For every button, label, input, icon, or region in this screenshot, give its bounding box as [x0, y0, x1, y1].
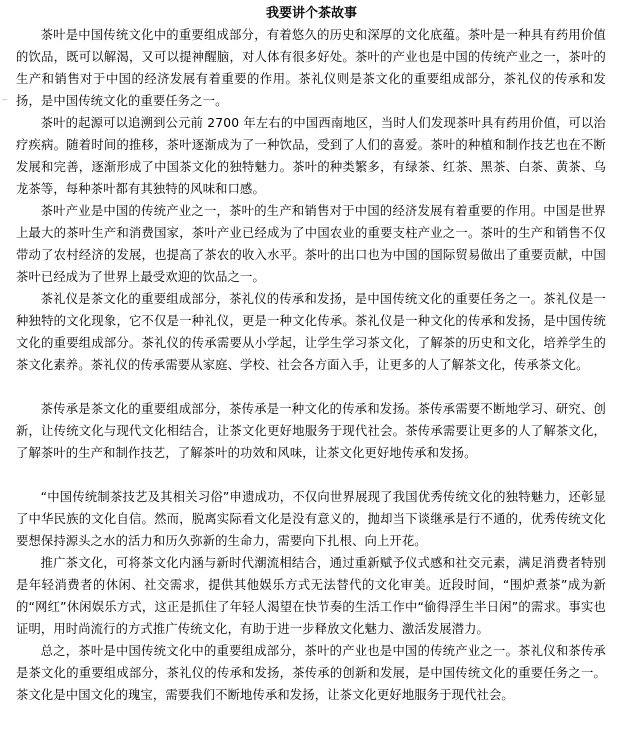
paragraph-origin: 茶叶的起源可以追溯到公元前 2700 年左右的中国西南地区，当时人们发现茶叶具有药用价值，可以治疗疾病。随着时间的推移，茶叶逐渐成为了一种饮品，受到了人们的喜爱。茶叶的种植和制作技艺也在不断发展和完善，逐渐形成了中国茶文化的独特魅力。茶叶的种类繁多，有绿茶、红茶、黑茶、白茶、黄茶、乌龙茶等，每种茶叶都有其独特的风味和口感。: [16, 116, 606, 196]
paragraph-tea-inheritance: 茶传承是茶文化的重要组成部分，茶传承是一种文化的传承和发扬。茶传承需要不断地学习、研究、创新，让传统文化与现代文化相结合，让茶文化更好地服务于现代社会。茶传承需要让更多的人了解茶文化，了解茶叶的生产和制作技艺，了解茶叶的功效和风味，让茶文化更好地传承和发扬。: [16, 402, 606, 460]
document-title: 我要讲个茶故事: [265, 6, 357, 21]
paragraph-tea-etiquette: 茶礼仪是茶文化的重要组成部分，茶礼仪的传承和发扬，是中国传统文化的重要任务之一。茶礼仪是一种独特的文化现象，它不仅是一种礼仪，更是一种文化传承。茶礼仪是一种文化的传承和发扬，是中国传统文化的重要组成部分。茶礼仪的传承需要从小学起，让学生学习茶文化，了解茶的历史和文化，培养学生的茶文化素养。茶礼仪的传承需要从家庭、学校、社会各方面入手，让更多的人了解茶文化，传承茶文化。: [16, 292, 606, 372]
text-boundary-marker-icon: ⌐: [2, 96, 8, 104]
paragraph-conclusion: 总之，茶叶是中国传统文化中的重要组成部分，茶叶的产业也是中国的传统产业之一。茶礼仪和茶传承是茶文化的重要组成部分，茶礼仪的传承和发扬，茶传承的创新和发展，是中国传统文化的重要任务之一。茶文化是中国文化的瑰宝，需要我们不断地传承和发扬，让茶文化更好地服务于现代社会。: [16, 644, 606, 702]
paragraph-industry: 茶叶产业是中国的传统产业之一，茶叶的生产和销售对于中国的经济发展有着重要的作用。中国是世界上最大的茶叶生产和消费国家，茶叶产业已经成为了中国农业的重要支柱产业之一。茶叶的生产和销售不仅带动了农村经济的发展，也提高了茶农的收入水平。茶叶的出口也为中国的国际贸易做出了重要贡献，中国茶叶已经成为了世界上最受欢迎的饮品之一。: [16, 204, 606, 284]
paragraph-promotion: 推广茶文化，可将茶文化内涵与新时代潮流相结合，通过重新赋予仪式感和社交元素，满足消费者特别是年轻消费者的休闲、社交需求，提供其他娱乐方式无法替代的文化审美。近段时间，“围炉煮茶”成为新的“网红”休闲娱乐方式，这正是抓住了年轻人渴望在快节奏的生活工作中“偷得浮生半日闲”的需求。事实也证明，用时尚流行的方式推广传统文化，有助于进一步释放文化魅力、激活发展潜力。: [16, 556, 606, 636]
paragraph-heritage-listing: “中国传统制茶技艺及其相关习俗”申遗成功，不仅向世界展现了我国优秀传统文化的独特魅力，还彰显了中华民族的文化自信。然而，脱离实际看文化是没有意义的，抛却当下谈继承是行不通的，优秀传统文化要想保持源头之水的活力和历久弥新的生命力，需要向下扎根、向上开花。: [16, 490, 606, 548]
paragraph-introduction: 茶叶是中国传统文化中的重要组成部分，有着悠久的历史和深厚的文化底蕴。茶叶是一种具有药用价值的饮品，既可以解渴，又可以提神醒脑，对人体有很多好处。茶叶的产业也是中国的传统产业之一，茶叶的生产和销售对于中国的经济发展有着重要的作用。茶礼仪则是茶文化的重要组成部分，茶礼仪的传承和发扬，是中国传统文化的重要任务之一。: [16, 28, 606, 108]
